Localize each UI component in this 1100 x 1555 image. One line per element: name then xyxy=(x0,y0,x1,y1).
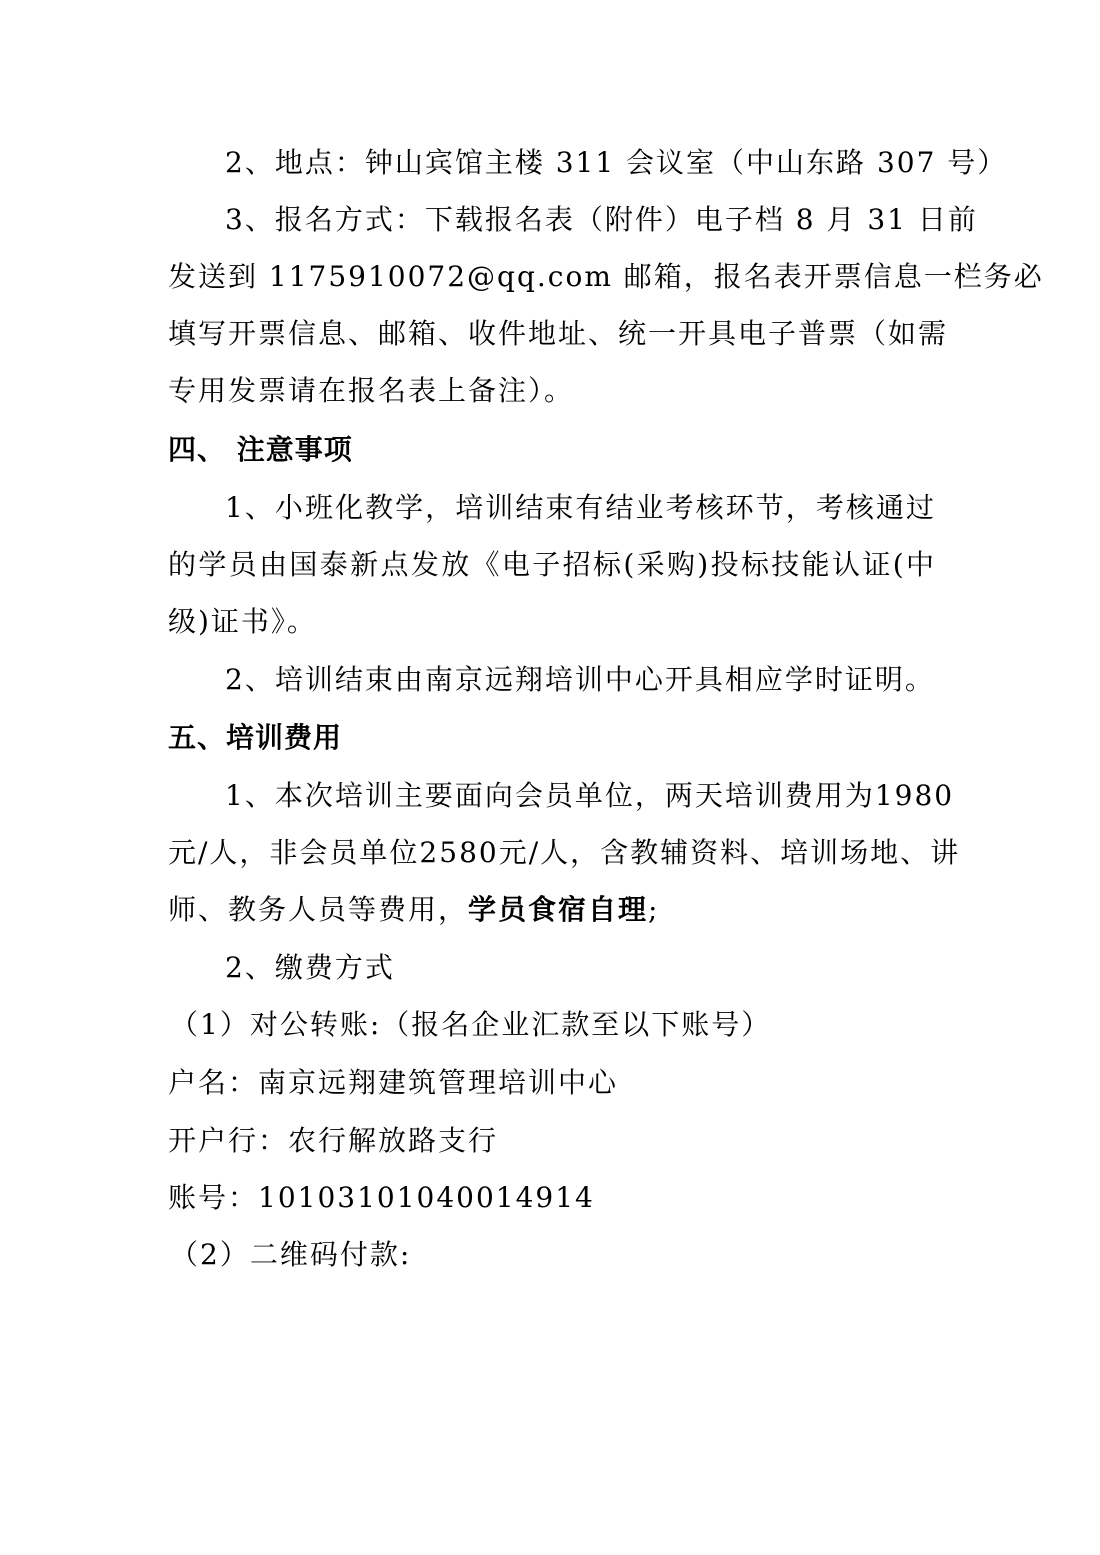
location-line: 2、地点：钟山宾馆主楼 311 会议室（中山东路 307 号） xyxy=(225,146,1008,179)
meals-self-paid-note: 学员食宿自理 xyxy=(468,893,649,926)
notes-heading: 四、 注意事项 xyxy=(168,433,353,466)
notes-item-1-line-2: 的学员由国泰新点发放《电子招标(采购)投标技能认证(中 xyxy=(168,548,936,581)
fees-item-1-line-2: 元/人，非会员单位2580元/人，含教辅资料、培训场地、讲 xyxy=(168,836,961,869)
account-name: 户名：南京远翔建筑管理培训中心 xyxy=(168,1066,619,1099)
bank-name: 开户行：农行解放路支行 xyxy=(168,1124,499,1157)
notes-item-2: 2、培训结束由南京远翔培训中心开具相应学时证明。 xyxy=(225,663,935,696)
registration-line-3: 填写开票信息、邮箱、收件地址、统一开具电子普票（如需 xyxy=(168,317,949,350)
fees-line-end: ; xyxy=(648,893,660,926)
notes-item-1-line-3: 级)证书》。 xyxy=(168,605,317,638)
fees-item-2: 2、缴费方式 xyxy=(225,951,395,984)
registration-line-1: 3、报名方式：下载报名表（附件）电子档 8 月 31 日前 xyxy=(225,203,978,236)
transfer-heading: （1）对公转账:（报名企业汇款至以下账号） xyxy=(170,1008,772,1041)
fees-item-1-line-3 xyxy=(168,890,936,930)
notes-item-1-line-1: 1、小班化教学，培训结束有结业考核环节，考核通过 xyxy=(225,491,936,524)
registration-line-2: 发送到 1175910072@qq.com 邮箱，报名表开票信息一栏务必 xyxy=(168,260,1044,293)
qr-heading: （2）二维码付款: xyxy=(170,1238,412,1271)
fees-heading: 五、培训费用 xyxy=(168,721,343,754)
account-number: 账号：10103101040014914 xyxy=(168,1181,595,1214)
fees-text: 师、教务人员等费用， xyxy=(168,893,469,926)
fees-item-1-line-1: 1、本次培训主要面向会员单位，两天培训费用为1980 xyxy=(225,779,955,812)
registration-line-4: 专用发票请在报名表上备注）。 xyxy=(168,374,575,407)
